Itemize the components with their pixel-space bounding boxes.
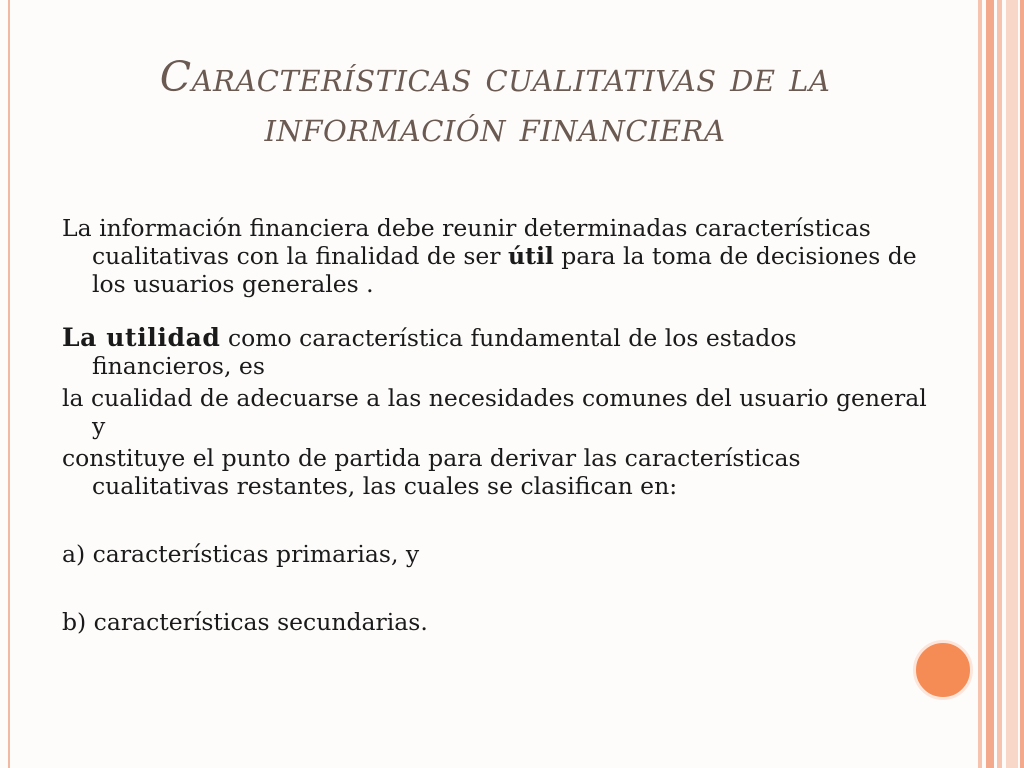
slide-title: [60, 52, 930, 152]
right-stripe-2: [986, 0, 994, 768]
right-stripe-3: [997, 0, 1002, 768]
list-item-secondary: b) características secundarias.: [62, 608, 428, 636]
left-border-line: [8, 0, 10, 768]
orange-circle-decoration: [913, 640, 973, 700]
slide-body: [62, 214, 942, 636]
right-stripe-1: [978, 0, 982, 768]
paragraph-intro: [62, 214, 942, 298]
intro-text-before: La información financiera debe reunir determinadas características cualitativas con la finalidad de ser: [62, 214, 871, 270]
title-line-1: Características cualitativas de la: [159, 53, 831, 101]
utility-text: como característica fundamental de los estados financieros, es: [92, 324, 797, 380]
paragraph-quality: la cualidad de adecuarse a las necesidades comunes del usuario general y: [62, 384, 927, 440]
paragraph-utility: [62, 324, 942, 380]
intro-bold-word: útil: [508, 242, 554, 270]
right-stripe-4: [1006, 0, 1018, 768]
list-item-primary: a) características primarias, y: [62, 540, 420, 568]
right-stripe-5: [1020, 0, 1024, 768]
intro-text-after: para la toma de decisiones de los usuarios generales .: [92, 242, 917, 298]
utility-bold-term: La utilidad: [62, 323, 221, 352]
title-line-2: información financiera: [264, 103, 726, 151]
paragraph-starting-point: constituye el punto de partida para derivar las características cualitativas restantes, las cuales se clasifican en:: [62, 444, 801, 500]
